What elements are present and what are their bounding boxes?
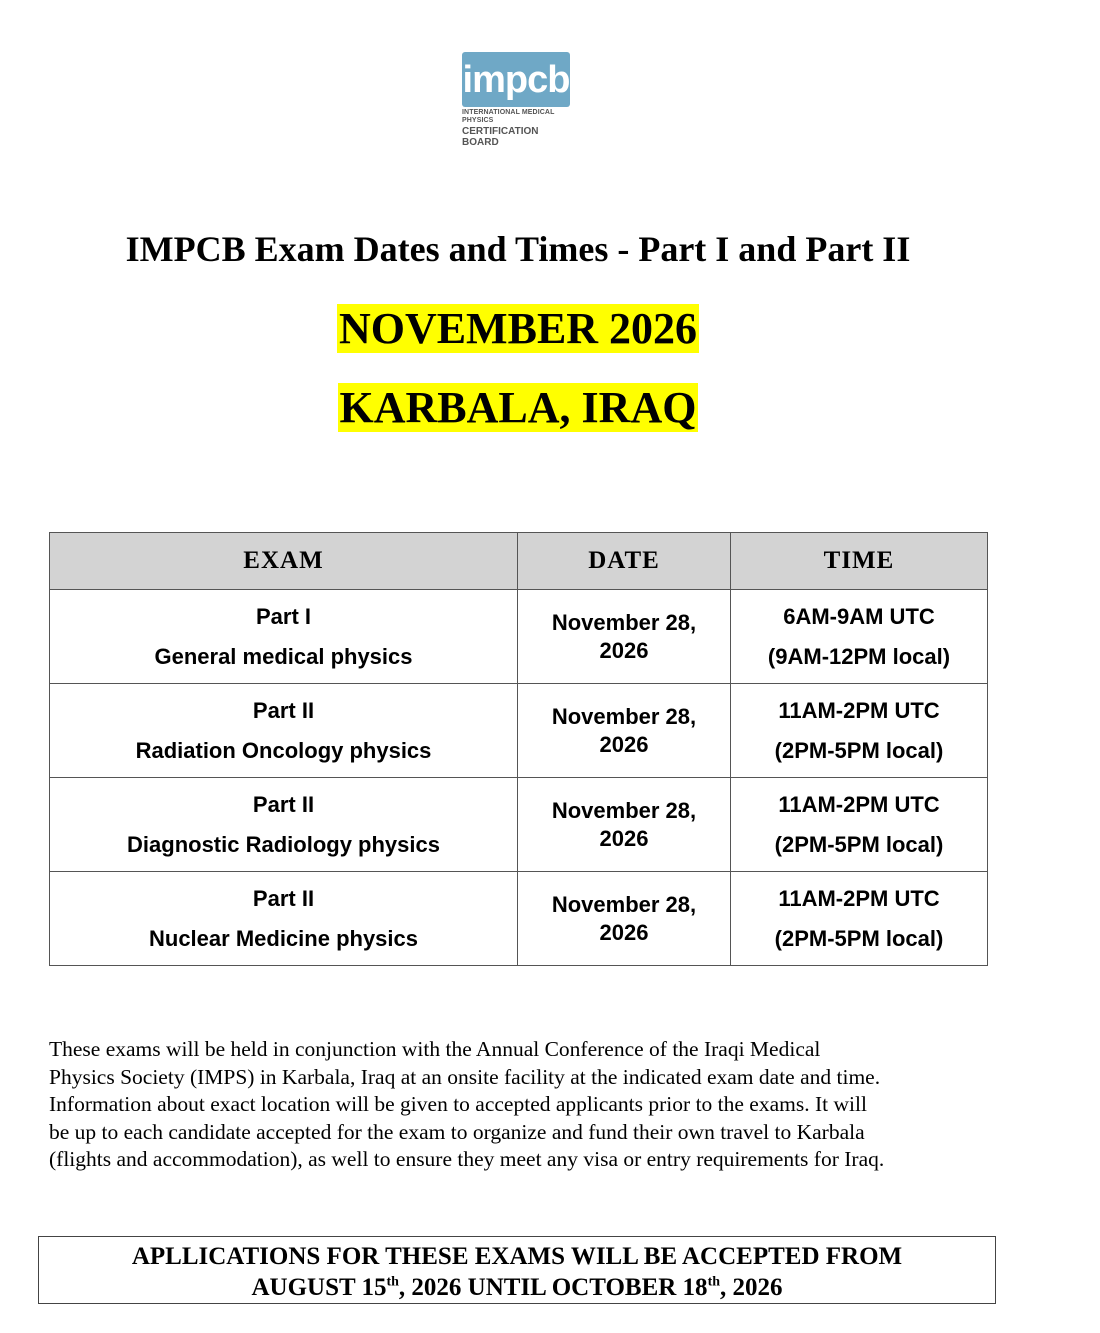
application-period-notice <box>38 1236 996 1304</box>
paragraph-line: Information about exact location will be given to accepted applicants prior to the exams. It will <box>49 1092 867 1116</box>
exam-part: Part II <box>252 791 315 817</box>
date-line-1: November 28, <box>551 704 697 729</box>
exam-name: Diagnostic Radiology physics <box>127 831 440 857</box>
time-local: (2PM-5PM local) <box>774 737 944 763</box>
date-line-1: November 28, <box>551 610 697 635</box>
exam-part: Part II <box>252 697 315 723</box>
exam-name: Nuclear Medicine physics <box>149 925 418 951</box>
table-header-row <box>50 533 988 590</box>
notice-end-suffix: th <box>707 1274 721 1290</box>
paragraph-line: Physics Society (IMPS) in Karbala, Iraq at an onsite facility at the indicated exam date and time. <box>49 1064 881 1089</box>
notice-end-year: , 2026 <box>720 1274 783 1301</box>
logo-mark: impcb <box>462 52 570 107</box>
time-cell <box>731 872 988 966</box>
table-row <box>50 872 988 966</box>
exam-month-text: NOVEMBER 2026 <box>338 304 698 353</box>
header-date: DATE <box>518 533 731 590</box>
impcb-logo <box>462 52 574 148</box>
date-line-1: November 28, <box>551 892 697 917</box>
table-row <box>50 684 988 778</box>
exam-schedule-table <box>49 532 988 966</box>
time-local: (2PM-5PM local) <box>774 925 944 951</box>
paragraph-line: These exams will be held in conjunction with the Annual Conference of the Iraqi Medical <box>49 1037 821 1061</box>
date-line-2: 2026 <box>599 731 649 757</box>
notice-line-1: APLLICATIONS FOR THESE EXAMS WILL BE ACCEPTED FROM <box>131 1243 903 1270</box>
table-row <box>50 590 988 684</box>
logo-subtitle-1: INTERNATIONAL MEDICAL PHYSICS <box>462 109 555 124</box>
exam-location-heading <box>0 382 1036 433</box>
notice-start-date: AUGUST 15 <box>251 1274 387 1301</box>
exam-part: Part II <box>252 885 315 911</box>
notice-start-suffix: th <box>386 1274 399 1290</box>
exam-cell <box>50 684 518 778</box>
exam-month-heading <box>0 303 1036 354</box>
date-line-2: 2026 <box>599 637 649 663</box>
date-line-2: 2026 <box>599 919 649 945</box>
time-utc: 11AM-2PM UTC <box>778 791 940 817</box>
time-utc: 11AM-2PM UTC <box>778 885 940 911</box>
exam-part: Part I <box>255 603 312 629</box>
exam-cell <box>50 590 518 684</box>
time-cell <box>731 778 988 872</box>
date-line-2: 2026 <box>599 825 649 851</box>
date-cell <box>518 778 731 872</box>
exam-cell <box>50 872 518 966</box>
date-cell <box>518 684 731 778</box>
logo-subtitle-2: CERTIFICATION BOARD <box>462 126 539 149</box>
notice-middle: , 2026 UNTIL OCTOBER 18 <box>398 1274 708 1301</box>
time-local: (9AM-12PM local) <box>767 643 951 669</box>
time-cell <box>731 590 988 684</box>
date-line-1: November 28, <box>551 798 697 823</box>
date-cell <box>518 872 731 966</box>
notice-line-2 <box>39 1272 995 1303</box>
header-exam: EXAM <box>50 533 518 590</box>
exam-name: General medical physics <box>154 643 413 669</box>
time-cell <box>731 684 988 778</box>
time-local: (2PM-5PM local) <box>774 831 944 857</box>
paragraph-line: be up to each candidate accepted for the exam to organize and fund their own travel to Karbala <box>49 1119 865 1144</box>
exam-name: Radiation Oncology physics <box>135 737 432 763</box>
time-utc: 11AM-2PM UTC <box>778 697 940 723</box>
header-time: TIME <box>731 533 988 590</box>
paragraph-line: (flights and accommodation), as well to ensure they meet any visa or entry requirements for Iraq. <box>49 1147 885 1171</box>
page-title: IMPCB Exam Dates and Times - Part I and Part II <box>125 229 911 269</box>
exam-info-paragraph <box>49 1036 1009 1174</box>
time-utc: 6AM-9AM UTC <box>783 603 935 629</box>
table-row <box>50 778 988 872</box>
exam-cell <box>50 778 518 872</box>
date-cell <box>518 590 731 684</box>
exam-location-text: KARBALA, IRAQ <box>339 383 697 432</box>
